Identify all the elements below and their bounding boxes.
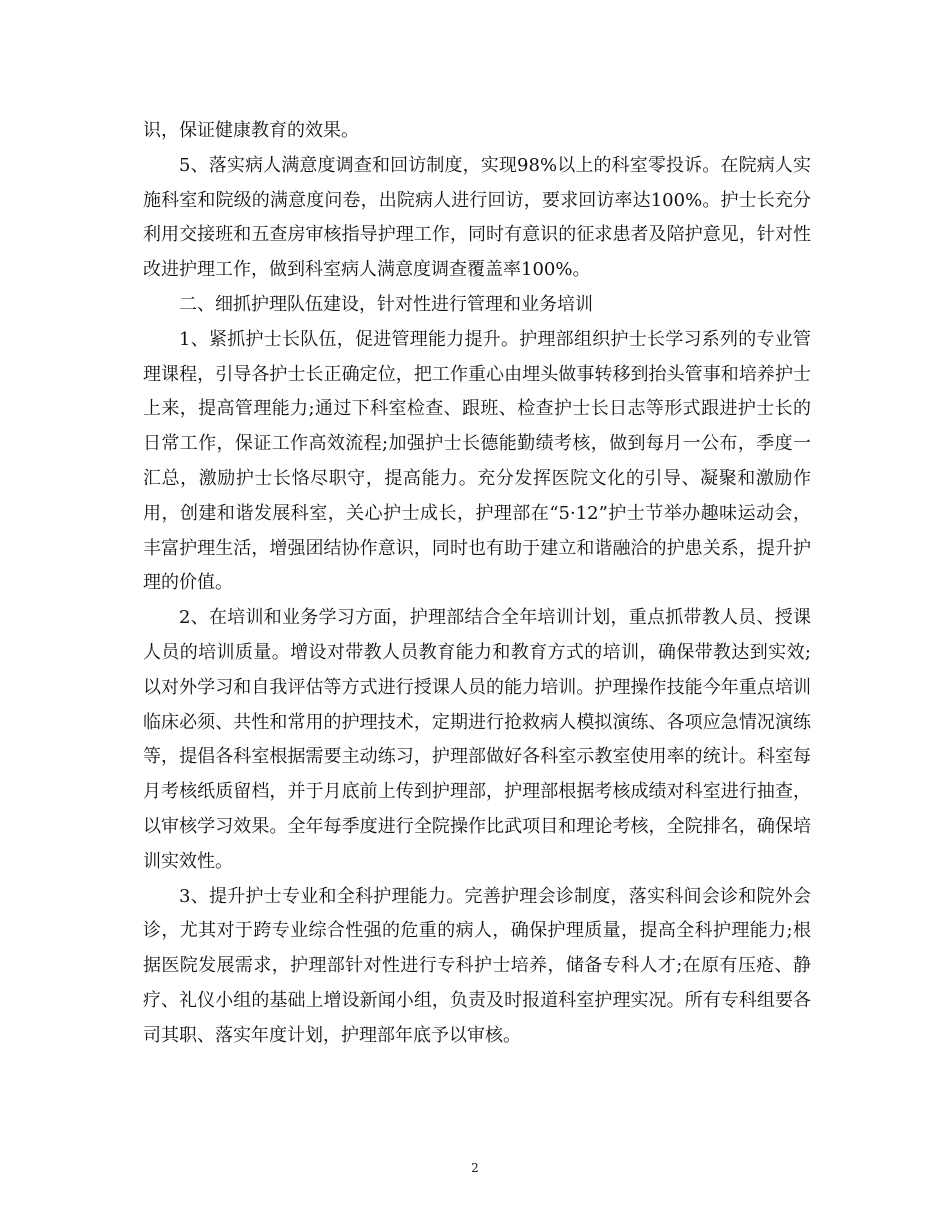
paragraph-head-nurse-team: 1、紧抓护士长队伍，促进管理能力提升。护理部组织护士长学习系列的专业管理课程，引导各护士长正确定位，把工作重心由埋头做事转移到抬头管事和培养护士上来，提高管理能力;通过下科室检查、跟班、检查护士长日志等形式跟进护士长的日常工作，保证工作高效流程;加强护士长德能勤绩考核，做到每月一公布，季度一汇总，激励护士长恪尽职守，提高能力。充分发挥医院文化的引导、凝聚和激励作用，创建和谐发展科室，关心护士成长，护理部在“5·12”护士节举办趣味运动会，丰富护理生活，增强团结协作意识，同时也有助于建立和谐融洽的护患关系，提升护理的价值。: [143, 328, 811, 594]
page-number: 2: [471, 1161, 479, 1175]
paragraph-specialist-ability: 3、提升护士专业和全科护理能力。完善护理会诊制度，落实科间会诊和院外会诊，尤其对于跨专业综合性强的危重的病人，确保护理质量，提高全科护理能力;根据医院发展需求，护理部针对性进行专科护士培养，储备专科人才;在原有压疮、静疗、礼仪小组的基础上增设新闻小组，负责及时报道科室护理实况。所有专科组要各司其职、落实年度计划，护理部年底予以审核。: [143, 885, 811, 1046]
paragraph-health-education-end: 识，保证健康教育的效果。: [143, 120, 359, 141]
paragraph-satisfaction-survey: 5、落实病人满意度调查和回访制度，实现98%以上的科室零投诉。在院病人实施科室和院级的满意度问卷，出院病人进行回访，要求回访率达100%。护士长充分利用交接班和五查房审核指导护理工作，同时有意识的征求患者及陪护意见，针对性改进护理工作，做到科室病人满意度调查覆盖率100%。: [143, 154, 811, 281]
document-body: [143, 114, 811, 1054]
paragraph-training: 2、在培训和业务学习方面，护理部结合全年培训计划，重点抓带教人员、授课人员的培训质量。增设对带教人员教育能力和教育方式的培训，确保带教达到实效;以对外学习和自我评估等方式进行授课人员的能力培训。护理操作技能今年重点培训临床必须、共性和常用的护理技术，定期进行抢救病人模拟演练、各项应急情况演练等，提倡各科室根据需要主动练习，护理部做好各科室示教室使用率的统计。科室每月考核纸质留档，并于月底前上传到护理部，护理部根据考核成绩对科室进行抽查，以审核学习效果。全年每季度进行全院操作比武项目和理论考核，全院排名，确保培训实效性。: [143, 607, 811, 872]
section-heading-team-building: 二、细抓护理队伍建设，针对性进行管理和业务培训: [179, 293, 593, 315]
